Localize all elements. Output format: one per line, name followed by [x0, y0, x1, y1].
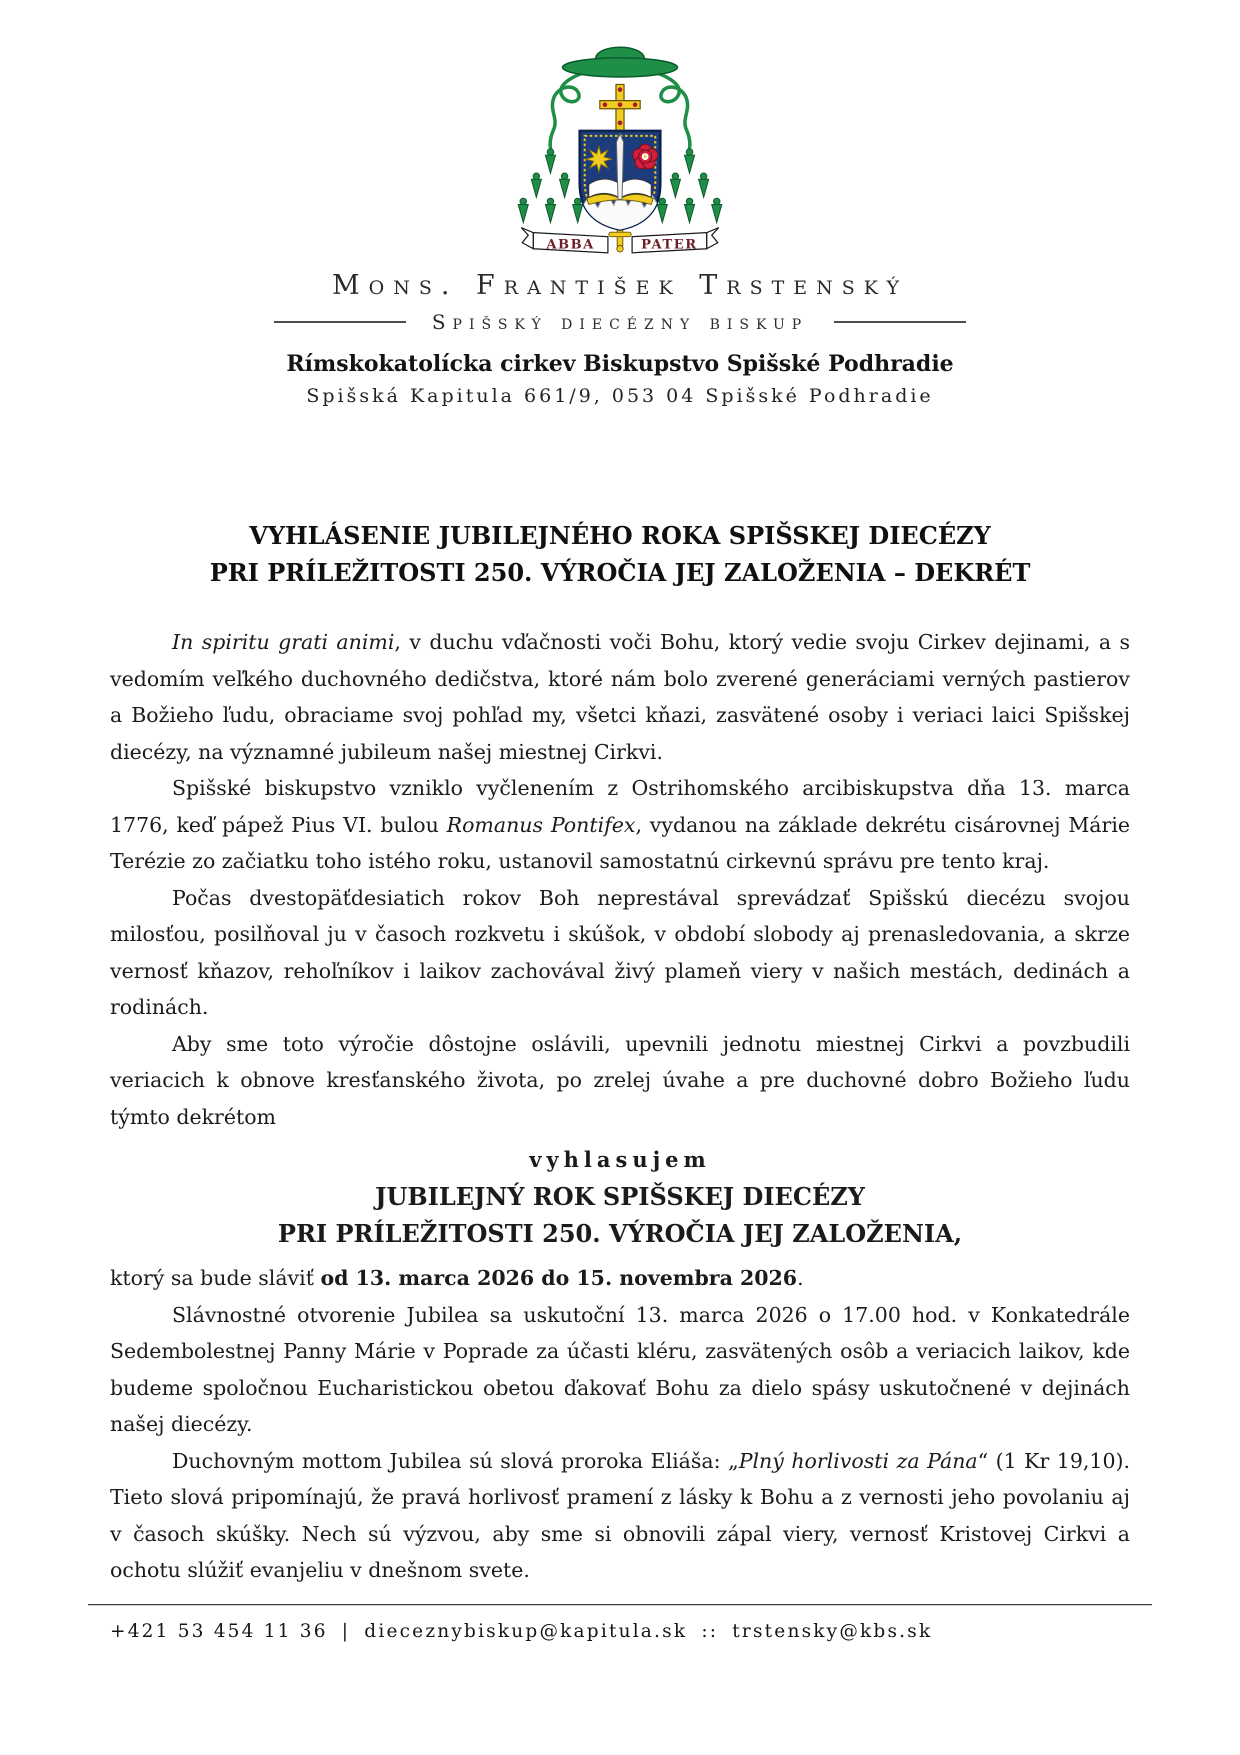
bishop-name: Mons. František Trstenský: [332, 270, 908, 301]
proclamation-block: [110, 1141, 1130, 1252]
document-title: [0, 517, 1240, 591]
diocese-name: Rímskokatolícka cirkev Biskupstvo Spišské Podhradie: [286, 351, 954, 377]
footer-email-bishop: trstensky@kbs.sk: [732, 1621, 933, 1642]
footer: [88, 1604, 1152, 1642]
cross-icon: [600, 85, 640, 131]
crest-container: [0, 0, 1240, 258]
paragraph-dates: ktorý sa bude sláviť od 13. marca 2026 do 15. novembra 2026.: [110, 1266, 804, 1290]
proclamation-line1: JUBILEJNÝ ROK SPIŠSKEJ DIECÉZY: [375, 1182, 865, 1211]
rule-left: [274, 321, 406, 323]
paragraph-250-years: Počas dvestopäťdesiatich rokov Boh neprestával sprevádzať Spišskú diecézu svojou milosťou, posilňoval ju v časoch rozkvetu i skúšok, v období slobody aj prenasledovania, a skrze vernosť kňazov, rehoľníkov i laikov zachovával živý plameň viery v našich mestách, dedinách a rodinách.: [110, 885, 1130, 1019]
rule-right: [834, 321, 966, 323]
paragraph-motto: Duchovným mottom Jubilea sú slová proroka Eliáša: „Plný horlivosti za Pána“ (1 Kr 19,10). Tieto slová pripomínajú, že pravá horlivosť pramení z lásky k Bohu a z vernosti jeho povolaniu aj v časoch skúšky. Nech sú výzvou, aby sme si obnovili zápal viery, vernosť Kristovej Cirkvi a ochotu slúžiť evanjeliu v dnešnom svete.: [110, 1448, 1131, 1582]
paragraph-opening: Slávnostné otvorenie Jubilea sa uskutoční 13. marca 2026 o 17.00 hod. v Konkatedrále Sedembolestnej Panny Márie v Poprade za účasti kléru, zasvätených osôb a veriacich laikov, kde budeme spoločnou Eucharistickou obetou ďakovať Bohu za dielo spásy uskutočnené v dejinách našej diecézy.: [110, 1302, 1130, 1436]
motto-abba: ABBA: [546, 237, 595, 253]
sword-hilt-icon: [609, 229, 631, 252]
footer-divider: [88, 1604, 1152, 1606]
proclamation-word: vyhlasujem: [529, 1147, 711, 1172]
document-body: [110, 624, 1130, 1589]
diocese-address: Spišská Kapitula 661/9, 053 04 Spišské Podhradie: [306, 385, 934, 407]
document-title-line1: VYHLÁSENIE JUBILEJNÉHO ROKA SPIŠSKEJ DIECÉZY: [249, 521, 991, 550]
paragraph-intro: In spiritu grati animi, v duchu vďačnosti voči Bohu, ktorý vedie svoju Cirkev dejinami, a s vedomím veľkého duchovného dedičstva, ktoré nám bolo zverené generáciami verných pastierov a Božieho ľudu, obraciame svoj pohľad my, všetci kňazi, zasvätené osoby i veriaci laici Spišskej diecézy, na významné jubileum našej miestnej Cirkvi.: [110, 630, 1131, 764]
footer-email-diocese: dieceznybiskup@kapitula.sk: [364, 1621, 688, 1642]
role-row: [0, 310, 1240, 334]
footer-separator-1: |: [341, 1621, 351, 1642]
footer-phone: +421 53 454 11 36: [110, 1621, 328, 1642]
bishop-role: Spišský diecézny biskup: [431, 310, 809, 334]
motto-pater: PATER: [641, 237, 698, 253]
sword-icon: [616, 134, 623, 200]
footer-separator-2: ::: [701, 1621, 719, 1642]
proclamation-line2: PRI PRÍLEŽITOSTI 250. VÝROČIA JEJ ZALOŽENIA,: [277, 1219, 963, 1248]
galero-icon: [563, 47, 678, 77]
bishop-coat-of-arms-icon: [489, 34, 751, 258]
paragraph-history: Spišské biskupstvo vzniklo vyčlenením z Ostrihomského arcibiskupstva dňa 13. marca 1776, keď pápež Pius VI. bulou Romanus Pontifex, vydanou na základe dekrétu cisárovnej Márie Terézie zo začiatku toho istého roku, ustanovil samostatnú cirkevnú správu pre tento kraj.: [110, 776, 1131, 873]
footer-contact: [88, 1621, 1152, 1642]
document-title-line2: PRI PRÍLEŽITOSTI 250. VÝROČIA JEJ ZALOŽENIA – DEKRÉT: [209, 558, 1031, 587]
star-icon: [586, 146, 612, 172]
tassels-icon: [518, 149, 582, 223]
paragraph-purpose: Aby sme toto výročie dôstojne oslávili, upevnili jednotu miestnej Cirkvi a povzbudili veriacich k obnove kresťanského života, po zrelej úvahe a pre duchovné dobro Božieho ľudu týmto dekrétom: [110, 1031, 1130, 1129]
letterhead: [0, 0, 1240, 407]
